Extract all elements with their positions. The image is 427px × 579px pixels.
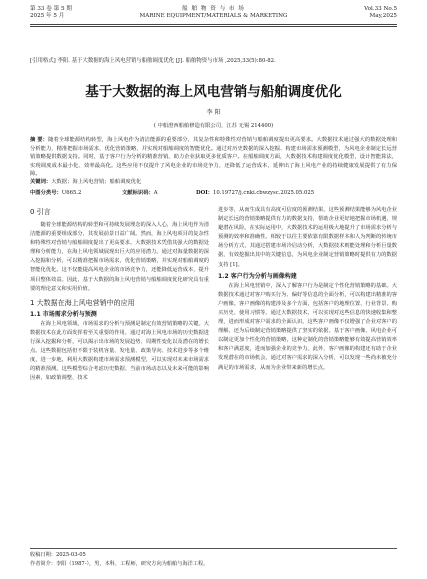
section-1-1-paragraph: 在海上风电领域，市场需求的分析与预测是制定有效营销策略的关键。大数据技术在此方面发挥着至关重要的作用。通过对海上风电市场的历史数据进行深入挖掘和分析，可以揭示出市场的发展趋势、周期性变化以及潜在的增长点。这些数据包括但不限于装机容量、发电量、政策导向、技术进步等多个维度，进一步地，利用大数据构建市场需求预测模型，可以实现对未来市场需求的精准预测。这些模型综合考虑历史数据、当前市场动态以及未来可能的影响因素，如政策调整、技术 xyxy=(30,320,209,382)
abstract-label: 摘 要： xyxy=(30,137,49,143)
right-column xyxy=(218,206,397,373)
author-bio: 作者简介：李阳（1987-），男，本科，工程师，研究方向为船舶与海洋工程。 xyxy=(30,561,209,567)
footnote-rule xyxy=(30,548,397,549)
header-rule xyxy=(30,24,397,25)
journal-volume-issue: 第 33 卷 第 5 期 2025 年 5 月 xyxy=(30,6,72,19)
keywords-label: 关键词： xyxy=(30,179,52,185)
author-name: 李 阳 xyxy=(206,109,221,116)
abstract-text: 随着全球能源结构转型，海上风电作为清洁能源的重要部分，其复杂性和特殊性对营销与船舶调度提出更高要求。大数据技术通过强大的数据处理和分析能力，精准把握市场需求，优化营销策略，并实现对船舶调度的智能优化。通过对历史数据的深入挖掘、构建市场需求预测模型，为风电企业制定长远营销策略提供数据支持。同时，基于客户行为分析的精准营销，助力企业获取更多优质客户。在船舶调度方面，大数据技术构建调度优化模型，设计智能算法，实现调度成本最小化、效率最高化。这些应用不仅提升了风电企业的市场竞争力，还降低了运营成本，延伸出了海上风电产业的持续健康发展提供了有力保障。 xyxy=(30,137,397,178)
header-rule-thin xyxy=(30,26,397,27)
clc-number: 中图分类号：U665.2 xyxy=(30,190,82,196)
subsection-heading-1-2: 1.2 客户行为分析与画像构建 xyxy=(218,272,297,280)
left-column xyxy=(30,206,209,383)
keywords-text: 大数据；海上风电营销；船舶调度优化 xyxy=(51,179,142,185)
journal-name: 船 舶 物 资 与 市 场 MARINE EQUIPMENT/MATERIALS & MARKETING xyxy=(139,6,288,19)
section-heading-intro: 0 引言 xyxy=(30,208,51,216)
document-code: 文献标识码：A xyxy=(122,190,158,196)
doi: DOI：10.19727/j.cnki.cbwzysc.2025.05.025 xyxy=(196,190,315,196)
subsection-heading-1-1: 1.1 市场需求分析与预测 xyxy=(30,310,97,318)
keywords xyxy=(30,178,397,187)
section-heading-1: 1 大数据在海上风电营销中的应用 xyxy=(30,298,135,307)
journal-volume-en: Vol.33 No.5 May,2025 xyxy=(364,6,397,19)
received-date: 收稿日期：2025-03-05 xyxy=(30,552,86,558)
section-1-2-paragraph: 在海上风电营销中，深入了解客户行为是制定个性化营销策略的基础。大数据技术通过对客户购买行为、偏好等信息的全面分析，可以构建出精准的客户画像。客户画像的构建涉及多个方面，包括客户的地理位置、行业背景、购买历史、使用习惯等。通过大数据技术，可以实现对这些信息的快速收集和整理，进而形成对客户需求的全面认识。这些客户画像不仅增强了企业对客户的理解，还为后续制定营销策略提供了坚实的依据。基于客户画像，风电企业可以制定更加个性化的营销策略，这种定制化的营销策略能够有效提高营销效率和客户满意度，进而加强企业的竞争力。此外，客户画像的构建还有助于企业发现潜在的市场机会。通过对客户需求的深入分析，可以发现一些尚未被充分满足的市场需求，从而为企业带来新的增长点。 xyxy=(218,282,397,371)
intro-paragraph: 随着全球能源结构的转型和可持续发展理念的深入人心，海上风电作为清洁能源的重要组成部分，其发展前景日益广阔。然而，海上风电项目的复杂性和特殊性对营销与船舶调度提出了更高要求。大数据技术凭借其强大的数据处理和分析能力，在海上风电领域展现出巨大的应用潜力。通过对海量数据的深入挖掘和分析，可以精准把握市场需求，优化营销策略，并实现对船舶调度的智能化优化。这不仅能提高风电企业的市场竞争力，还能降低运营成本，提升项目整体效益。因此，基于大数据的海上风电营销与船舶调度优化研究具有重要的理论意义和实用价值。 xyxy=(30,222,209,292)
abstract xyxy=(30,136,397,179)
citation-format: [引用格式] 李阳. 基于大数据的海上风电营销与船舶调度优化 [J]. 船舶物资与市场 ,2025,33(5):80-82. xyxy=(30,58,276,64)
author-affiliation: ( 中船澄西船舶修造有限公司，江苏 无锡 214400) xyxy=(153,123,274,129)
article-title: 基于大数据的海上风电营销与船舶调度优化 xyxy=(85,84,342,100)
section-1-1-continued: 进步等，从而生成具有高度可信度的预测结果。这些预测结果能够为风电企业制定长远的营销策略提供有力的数据支持，帮助企业更好地把握市场机遇，规避潜在风险。在实际运用中，大数据技术的运用极大地提升了市场需求分析与预测的效率和准确性。相较于以往主要依靠有限数据样本和人为判断的传统市场分析方式，其通过搭建市场冷启动分析，大数据技术则能处理和分析巨量数据，有效挖掘出其中的关键信息，为风电企业制定营销策略时提供有力的数据支持 [1]。 xyxy=(218,207,397,268)
